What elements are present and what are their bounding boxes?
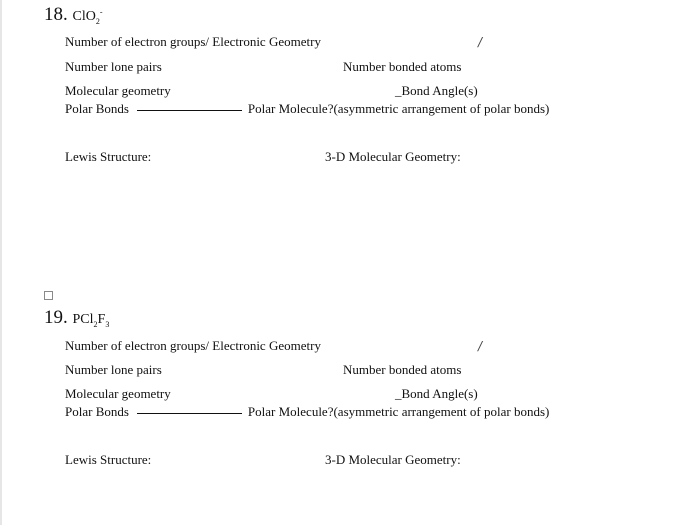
q19-3d-geometry-label: 3-D Molecular Geometry: [325, 452, 461, 467]
q19-number: 19. [44, 307, 68, 328]
q19-polar-molecule-label: Polar Molecule?(asymmetric arrangement of polar bonds) [247, 404, 550, 419]
q18-molecular-geometry-label: Molecular geometry [65, 83, 171, 98]
q18-polar-bonds-row [65, 101, 549, 117]
q18-bond-angle-label: _Bond Angle(s) [395, 83, 478, 98]
q18-formula: ClO$_2$- [72, 7, 103, 26]
q18-electron-groups-label: Number of electron groups/ Electronic Geometry [65, 34, 321, 49]
q18-tick-mark: / [478, 35, 483, 49]
q19-lewis-structure-label: Lewis Structure: [65, 452, 152, 467]
q18-polar-bonds-blank [137, 110, 242, 111]
q19-polar-bonds-row [65, 404, 549, 420]
q18-3d-geometry-label: 3-D Molecular Geometry: [325, 149, 461, 164]
q19-bonded-atoms-label: Number bonded atoms [343, 362, 462, 377]
q18-lone-pairs-label: Number lone pairs [65, 59, 162, 74]
q18-title [44, 4, 103, 26]
q19-polar-bonds-blank [137, 413, 242, 414]
q18-number: 18. [44, 4, 68, 25]
q19-tick-mark: / [478, 339, 483, 353]
q19-molecular-geometry-label: Molecular geometry [65, 386, 171, 401]
q19-title [44, 307, 109, 329]
q19-electron-groups-label: Number of electron groups/ Electronic Geometry [65, 338, 321, 353]
q19-bond-angle-label: _Bond Angle(s) [395, 386, 478, 401]
q19-lone-pairs-label: Number lone pairs [65, 362, 162, 377]
q18-polar-bonds-label: Polar Bonds [65, 101, 129, 116]
select-checkbox[interactable] [44, 291, 53, 300]
q19-formula: $PCl_2F_3$ [72, 312, 110, 329]
left-page-edge [0, 0, 2, 525]
q18-lewis-structure-label: Lewis Structure: [65, 149, 152, 164]
q19-polar-bonds-label: Polar Bonds [65, 404, 129, 419]
q18-polar-molecule-label: Polar Molecule?(asymmetric arrangement of polar bonds) [247, 101, 550, 116]
q18-bonded-atoms-label: Number bonded atoms [343, 59, 462, 74]
